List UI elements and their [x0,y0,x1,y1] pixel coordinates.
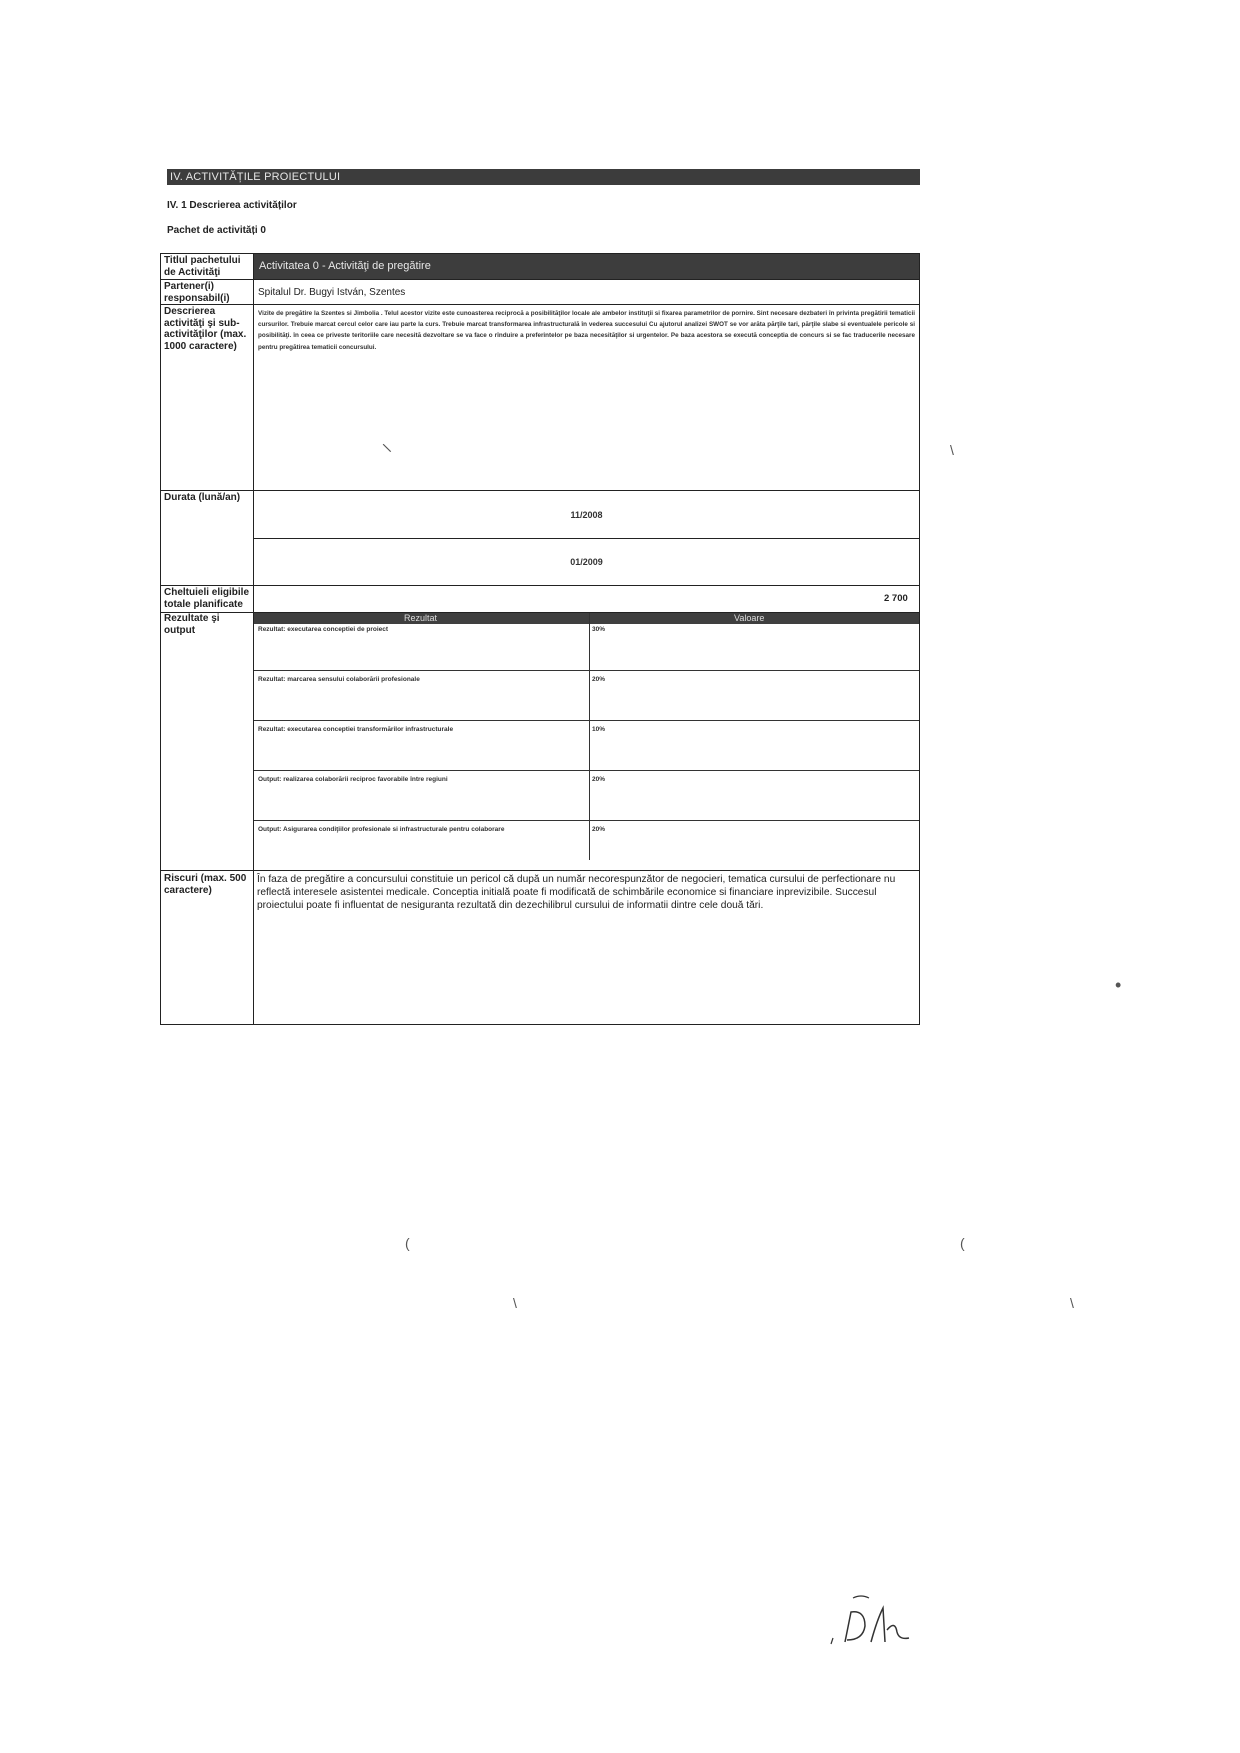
results-row-divider [254,720,919,721]
results-header-value: Valoare [734,613,765,623]
table-column-divider [253,253,254,1025]
results-label: Rezultate şi output [164,613,220,636]
row-divider [160,490,920,491]
scan-mark: ( [960,1235,965,1251]
subheading: IV. 1 Descrierea activităților [167,200,297,211]
scan-mark: \ [381,440,393,456]
scan-mark: \ [513,1295,517,1311]
result-item-value: 30% [592,626,606,633]
title-label: Titlul pachetului de Activităţi [164,255,241,278]
result-item-label: Output: realizarea colaborării reciproc favorabile între regiuni [258,776,448,783]
row-divider [254,538,920,539]
scan-mark: \ [950,442,954,458]
result-item-value: 20% [592,826,606,833]
result-item-label: Rezultat: executarea conceptiei de proiect [258,626,389,633]
costs-label: Cheltuieli eligibile totale planificate [164,587,250,610]
activity-title-value: Activitatea 0 - Activităţi de pregătire [254,254,919,279]
row-divider [160,304,920,305]
result-item-value: 20% [592,676,606,683]
row-divider [160,279,920,280]
row-divider [160,585,920,586]
results-column-divider [589,613,590,860]
result-item-label: Output: Asigurarea condiţiilor profesionale si infrastructurale pentru colaborare [258,826,505,833]
section-title: IV. ACTIVITĂȚILE PROIECTULUI [167,169,920,185]
partner-label: Partener(i) responsabil(i) [164,281,230,304]
risks-value: În faza de pregătire a concursului constituie un pericol că după un număr necorespunzător de negocieri, tematica cursului de perfectionare nu reflectă interesele asistentei medicale. Conceptia initială poate fi modificată de schimbările economice si financiare inprevizibile. Succesul proiectului poate fi influentat de nesiguranta rezultată din dezechilibrul cursului de informatii dintre cele două tări. [257,874,896,911]
duration-start: 11/2008 [570,510,603,520]
result-item-value: 20% [592,776,606,783]
costs-value: 2 700 [884,593,908,604]
result-item-label: Rezultat: executarea conceptiei transformărilor infrastructurale [258,726,454,733]
results-row-divider [254,770,919,771]
results-header [254,613,919,624]
scan-mark: • [1115,975,1122,995]
results-row-divider [254,820,919,821]
risks-label: Riscuri (max. 500 caractere) [164,873,247,896]
result-item-label: Rezultat: marcarea sensului colaborării profesionale [258,676,420,683]
duration-label: Durata (lună/an) [164,492,241,503]
duration-end: 01/2009 [570,557,603,567]
results-row-divider [254,670,919,671]
results-header-result: Rezultat [404,613,438,623]
row-divider [160,870,920,871]
scan-mark: ( [405,1235,410,1251]
partner-value: Spitalul Dr. Bugyi István, Szentes [258,287,406,298]
scan-mark: \ [1070,1295,1074,1311]
description-label: Descrierea activităţi şi sub-activităţilor (max. 1000 caractere) [164,306,247,352]
description-value: Vizite de pregătire la Szentes si Jimbolia . Telul acestor vizite este cunoasterea reciprocă a posibilităţilor locale ale ambelor instituţii si fixarea parametrilor de pornire. Sint necesare dezbateri în privinta pregătirii tematicii cursurilor. Trebuie marcat cercul celor care iau parte la curs. Trebuie marcat transformarea infrastructurală în vederea succesului Cu ajutorul analizei SWOT se vor arăta părţile tari, părţile slabe si eventualele pericole si posibilităţi. în ceea ce priveste teritoriile care necesită dezvoltare se va face o rînduire a preferintelor pe baza necesităţilor si urgentelor. Pe baza acestora se execută conceptia de concurs si se fac traducerile necesare pentru pregătirea tematicii concursului. [258,310,915,351]
package-heading: Pachet de activități 0 [167,225,266,236]
signature-image [825,1590,935,1650]
result-item-value: 10% [592,726,606,733]
